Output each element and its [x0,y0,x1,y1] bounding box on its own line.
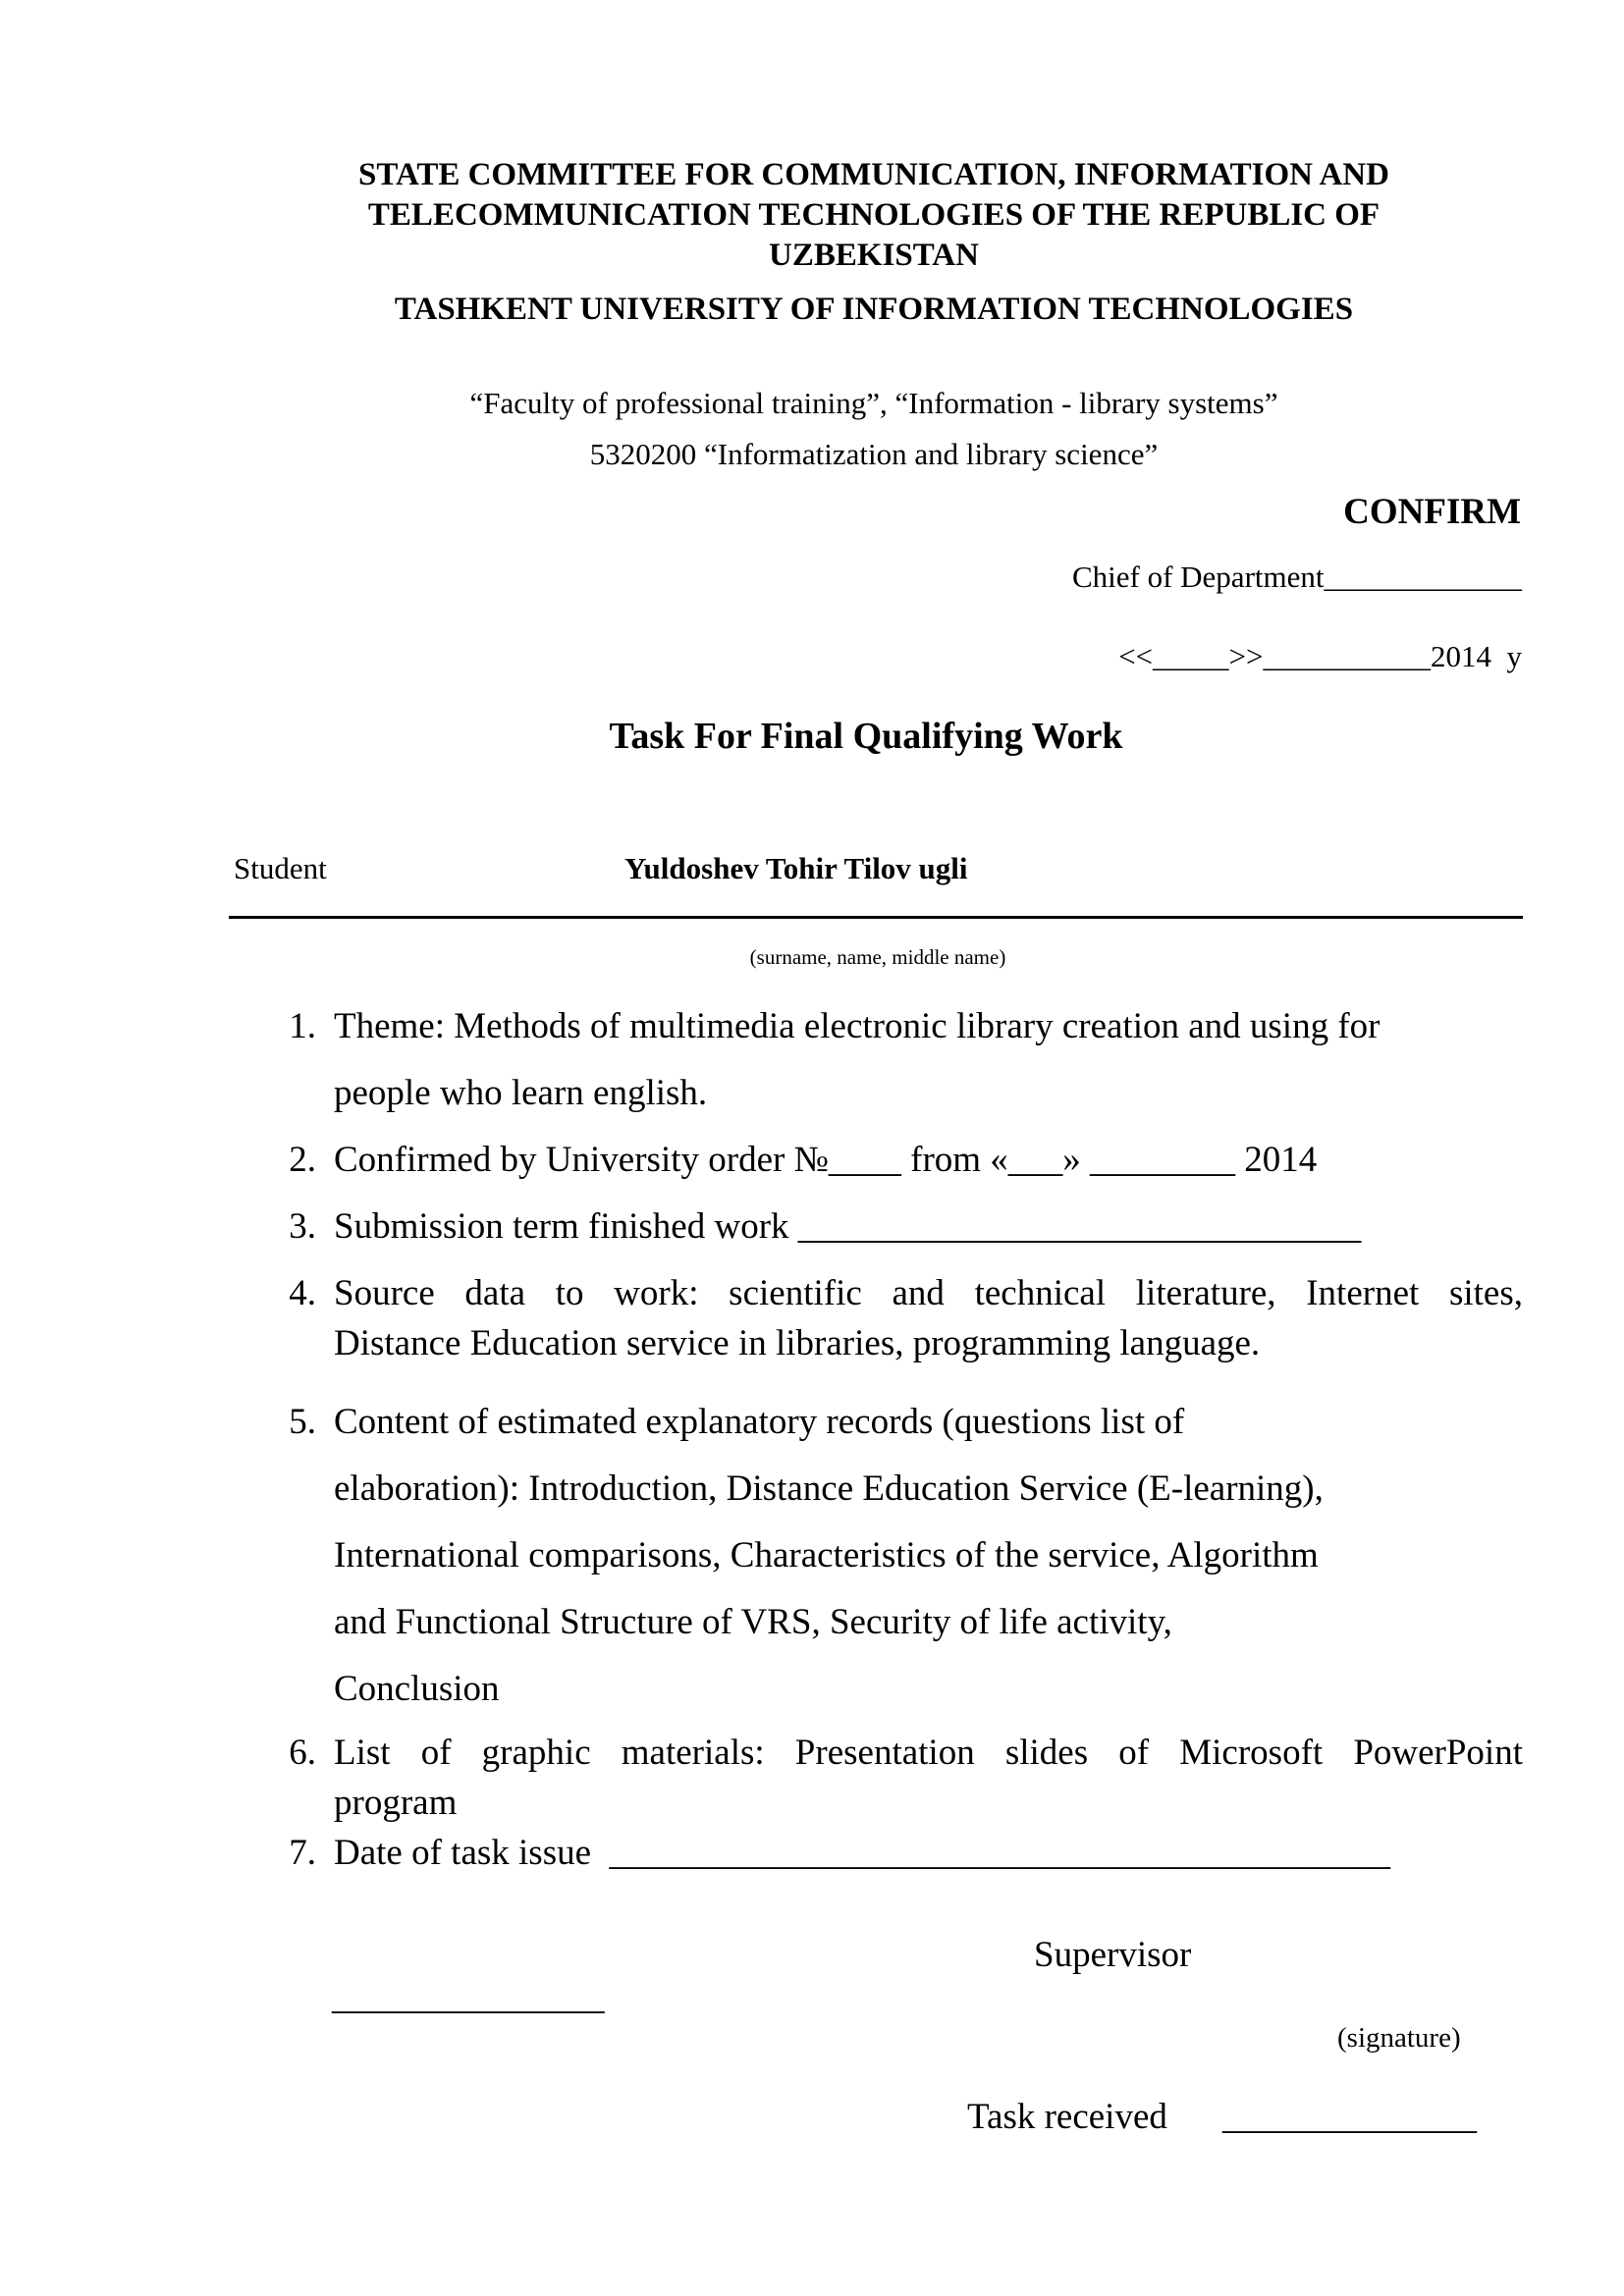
signature-caption: (signature) [1337,2022,1461,2054]
committee-line-3: UZBEKISTAN [769,238,979,273]
confirm-title: CONFIRM [1343,492,1521,532]
student-underline [229,916,1523,919]
item-line: Content of estimated explanatory records (questions list of [334,1402,1185,1442]
document-title: Task For Final Qualifying Work [609,716,1123,757]
item-number: 4. [289,1273,316,1313]
student-label: Student [234,851,327,885]
university-name: TASHKENT UNIVERSITY OF INFORMATION TECHNOLOGIES [394,292,1354,327]
task-received-blank: ______________ [1222,2097,1477,2137]
item-line: Distance Education service in libraries, programming language. [334,1323,1261,1363]
confirm-date: <<_____>>___________2014 y [1118,639,1522,673]
item-line: and Functional Structure of VRS, Security of life activity, [334,1602,1172,1642]
item-number: 6. [289,1733,316,1773]
item-number: 3. [289,1206,316,1247]
item-line: List of graphic materials: Presentation slides of Microsoft PowerPoint [334,1733,1523,1773]
item-number: 5. [289,1402,316,1442]
item-number: 1. [289,1006,316,1046]
supervisor-signature-blank: _______________ [332,1977,605,2017]
committee-line-2: TELECOMMUNICATION TECHNOLOGIES OF THE REPUBLIC OF [367,197,1380,233]
chief-of-department: Chief of Department_____________ [1071,560,1522,594]
item-number: 7. [289,1833,316,1873]
committee-heading [216,155,1532,276]
student-caption: (surname, name, middle name) [749,945,1006,969]
item-number: 2. [289,1140,316,1180]
item-line: people who learn english. [334,1073,708,1113]
task-received-label: Task received [967,2097,1167,2137]
item-line: Conclusion [334,1669,500,1709]
item-line: program [334,1783,458,1823]
committee-line-1: STATE COMMITTEE FOR COMMUNICATION, INFORMATION AND [358,157,1389,192]
item-line: Theme: Methods of multimedia electronic library creation and using for [334,1006,1380,1046]
item-line: elaboration): Introduction, Distance Education Service (E-learning), [334,1468,1324,1509]
student-name: Yuldoshev Tohir Tilov ugli [624,851,968,885]
supervisor-label: Supervisor [1034,1935,1192,1975]
item-line: Source data to work: scientific and technical literature, Internet sites, [334,1273,1523,1313]
faculty-line: “Faculty of professional training”, “Information - library systems” [469,386,1278,420]
item-line: International comparisons, Characteristics of the service, Algorithm [334,1535,1319,1575]
item-line: Submission term finished work _______________________________ [334,1206,1362,1247]
item-line: Confirmed by University order №____ from «___» ________ 2014 [334,1140,1318,1180]
specialty-line: 5320200 “Informatization and library science” [589,437,1159,471]
item-line: Date of task issue ___________________________________________ [334,1833,1391,1873]
